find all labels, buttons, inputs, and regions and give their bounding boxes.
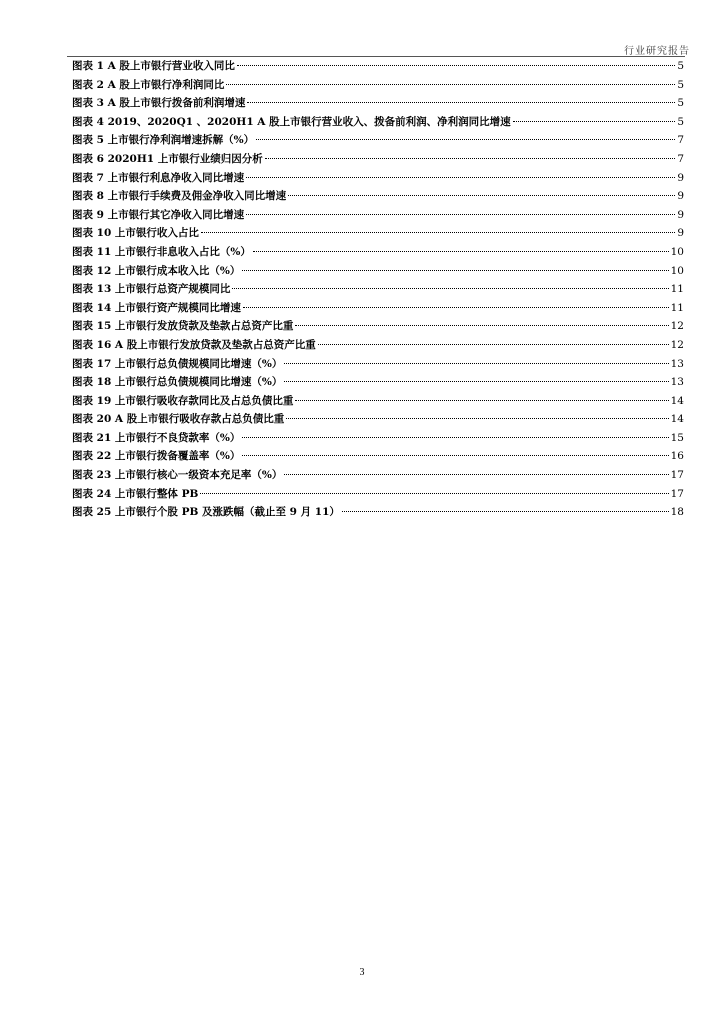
toc-dot-leader: [284, 474, 668, 475]
header-divider: [67, 56, 685, 57]
toc-entry-page: 9: [677, 190, 684, 203]
toc-entry-page: 9: [677, 227, 684, 240]
toc-entry-label: 图表 11 上市银行非息收入占比（%）: [72, 245, 251, 258]
toc-entry-label: 图表 25 上市银行个股 PB 及涨跌幅（截止至 9 月 11）: [72, 506, 340, 519]
toc-entry-page: 11: [670, 301, 684, 314]
toc-dot-leader: [318, 344, 669, 345]
toc-dot-leader: [232, 288, 668, 289]
toc-dot-leader: [286, 418, 668, 419]
toc-dot-leader: [284, 363, 668, 364]
toc-dot-leader: [242, 455, 668, 456]
toc-entry[interactable]: [72, 263, 684, 282]
toc-dot-leader: [200, 493, 668, 494]
toc-entry-label: 图表 20 A 股上市银行吸收存款占总负债比重: [72, 413, 285, 426]
toc-entry-label: 图表 9 上市银行其它净收入同比增速: [72, 208, 245, 221]
toc-entry-page: 7: [677, 152, 684, 165]
report-type-label: 行业研究报告: [624, 46, 690, 57]
toc-entry-label: 图表 8 上市银行手续费及佣金净收入同比增速: [72, 190, 287, 203]
toc-entry-label: 图表 18 上市银行总负债规模同比增速（%）: [72, 376, 283, 389]
toc-dot-leader: [295, 325, 668, 326]
toc-entry-page: 12: [670, 320, 684, 333]
toc-dot-leader: [284, 381, 668, 382]
toc-entry-page: 13: [670, 376, 684, 389]
page-number: 3: [359, 967, 365, 978]
toc-dot-leader: [295, 400, 668, 401]
toc-entry-label: 图表 10 上市银行收入占比: [72, 227, 199, 240]
toc-entry-label: 图表 16 A 股上市银行发放贷款及垫款占总资产比重: [72, 338, 316, 351]
toc-entry-label: 图表 3 A 股上市银行拨备前利润增速: [72, 97, 246, 110]
toc-entry[interactable]: [72, 393, 684, 412]
toc-entry-label: 图表 4 2019、2020Q1 、2020H1 A 股上市银行营业收入、拨备前利润、净利润同比增速: [72, 115, 511, 128]
toc-entry[interactable]: [72, 225, 684, 244]
toc-entry-page: 9: [677, 171, 684, 184]
toc-entry[interactable]: [72, 337, 684, 356]
toc-dot-leader: [256, 139, 675, 140]
toc-entry[interactable]: [72, 170, 684, 189]
toc-entry[interactable]: [72, 244, 684, 263]
toc-entry[interactable]: [72, 281, 684, 300]
toc-entry[interactable]: [72, 356, 684, 375]
toc-entry[interactable]: [72, 300, 684, 319]
toc-entry-label: 图表 22 上市银行拨备覆盖率（%）: [72, 450, 241, 463]
toc-entry[interactable]: [72, 448, 684, 467]
toc-dot-leader: [246, 214, 675, 215]
toc-entry-page: 17: [670, 487, 684, 500]
toc-entry[interactable]: [72, 58, 684, 77]
toc-entry-page: 17: [670, 469, 684, 482]
toc-dot-leader: [243, 307, 669, 308]
toc-entry[interactable]: [72, 114, 684, 133]
toc-entry[interactable]: [72, 95, 684, 114]
toc-entry-label: 图表 1 A 股上市银行营业收入同比: [72, 60, 235, 72]
toc-entry-page: 5: [677, 97, 684, 110]
toc-dot-leader: [237, 65, 675, 66]
toc-dot-leader: [242, 437, 668, 438]
toc-entry-label: 图表 14 上市银行资产规模同比增速: [72, 301, 241, 314]
toc-entry-label: 图表 6 2020H1 上市银行业绩归因分析: [72, 152, 263, 165]
toc-entry-label: 图表 13 上市银行总资产规模同比: [72, 283, 231, 296]
toc-entry-label: 图表 2 A 股上市银行净利润同比: [72, 78, 225, 91]
toc-entry-label: 图表 5 上市银行净利润增速拆解（%）: [72, 134, 255, 147]
toc-dot-leader: [242, 270, 668, 271]
toc-entry-label: 图表 15 上市银行发放贷款及垫款占总资产比重: [72, 320, 294, 333]
toc-entry[interactable]: [72, 467, 684, 486]
toc-dot-leader: [226, 84, 675, 85]
toc-entry-page: 14: [670, 394, 684, 407]
toc-entry-page: 13: [670, 357, 684, 370]
toc-dot-leader: [201, 232, 675, 233]
toc-entry-page: 15: [670, 431, 684, 444]
toc-entry-page: 5: [677, 60, 684, 72]
toc-dot-leader: [513, 121, 676, 122]
toc-entry-page: 9: [677, 208, 684, 221]
toc-entry-page: 7: [677, 134, 684, 147]
toc-entry[interactable]: [72, 132, 684, 151]
toc-entry[interactable]: [72, 207, 684, 226]
toc-entry-page: 5: [677, 115, 684, 128]
toc-entry-label: 图表 21 上市银行不良贷款率（%）: [72, 431, 241, 444]
toc-entry[interactable]: [72, 188, 684, 207]
toc-entry-label: 图表 23 上市银行核心一级资本充足率（%）: [72, 469, 283, 482]
toc-entry-label: 图表 17 上市银行总负债规模同比增速（%）: [72, 357, 283, 370]
toc-entry-label: 图表 19 上市银行吸收存款同比及占总负债比重: [72, 394, 294, 407]
toc-dot-leader: [246, 177, 675, 178]
toc-dot-leader: [253, 251, 669, 252]
toc-entry-page: 11: [670, 283, 684, 296]
toc-entry-page: 14: [670, 413, 684, 426]
toc-entry-page: 10: [670, 245, 684, 258]
toc-entry-page: 18: [670, 506, 684, 519]
toc-entry[interactable]: [72, 318, 684, 337]
toc-entry-label: 图表 12 上市银行成本收入比（%）: [72, 264, 241, 277]
toc-entry-page: 10: [670, 264, 684, 277]
toc-entry-page: 12: [670, 338, 684, 351]
toc-entry-page: 16: [670, 450, 684, 463]
toc-entry[interactable]: [72, 430, 684, 449]
toc-entry[interactable]: [72, 151, 684, 170]
toc-entry[interactable]: [72, 77, 684, 96]
toc-entry[interactable]: [72, 504, 684, 523]
toc-entry[interactable]: [72, 374, 684, 393]
toc-entry-page: 5: [677, 78, 684, 91]
table-of-figures: [72, 58, 684, 523]
toc-dot-leader: [288, 195, 675, 196]
toc-dot-leader: [265, 158, 676, 159]
toc-entry-label: 图表 24 上市银行整体 PB: [72, 487, 199, 500]
toc-entry-label: 图表 7 上市银行利息净收入同比增速: [72, 171, 245, 184]
toc-dot-leader: [342, 511, 669, 512]
toc-dot-leader: [247, 102, 675, 103]
toc-entry[interactable]: [72, 411, 684, 430]
toc-entry[interactable]: [72, 486, 684, 505]
